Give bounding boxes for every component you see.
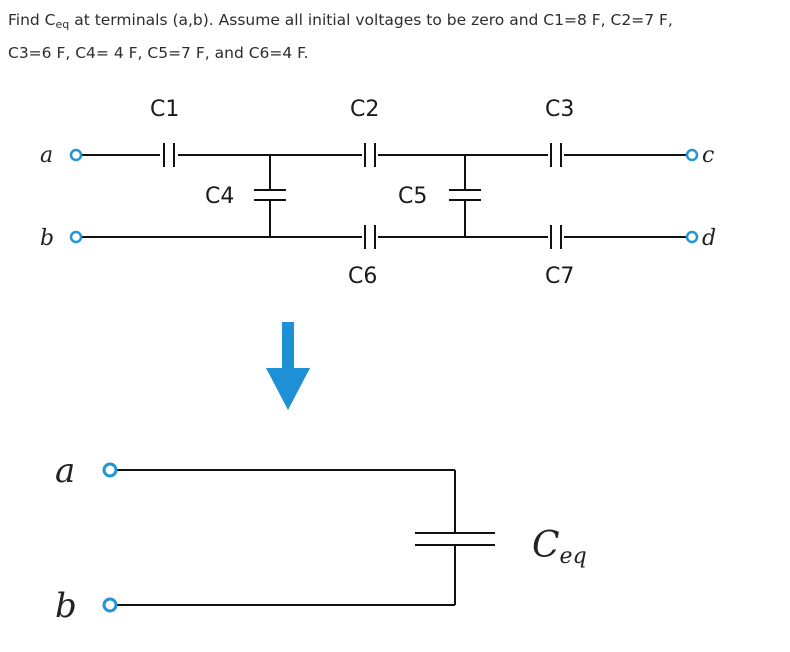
label-c2: C2: [350, 97, 380, 122]
label-c1: C1: [150, 97, 180, 122]
capacitor-c5: [449, 190, 481, 200]
capacitor-ceq: [415, 533, 495, 545]
terminal-a-node[interactable]: [71, 150, 81, 160]
terminal-d-node[interactable]: [687, 232, 697, 242]
terminal-a-label: a: [40, 143, 54, 168]
label-c4: C4: [205, 184, 235, 209]
eq-terminal-a-label: a: [55, 451, 76, 491]
capacitor-c3: [551, 143, 561, 167]
top-circuit-wires: [82, 155, 686, 237]
capacitor-c7: [551, 225, 561, 249]
capacitor-c4: [254, 190, 286, 200]
ceq-label: Ceq: [532, 525, 587, 569]
eq-terminal-a-node[interactable]: [104, 464, 116, 476]
capacitor-c1: [164, 143, 174, 167]
down-arrow-icon: [266, 322, 310, 410]
label-c5: C5: [398, 184, 428, 209]
terminal-c-label: c: [702, 143, 715, 168]
problem-line-2: C3=6 F, C4= 4 F, C5=7 F, and C6=4 F.: [8, 44, 309, 62]
problem-line-1: Find $C_{eq}$ at terminals (a,b). Assume all initial voltages to be zero and C1=8 F, C2=7 F,: [8, 11, 673, 31]
equivalent-circuit-wires: [115, 470, 455, 605]
label-c3: C3: [545, 97, 575, 122]
label-c7: C7: [545, 264, 575, 289]
label-c6: C6: [348, 264, 378, 289]
capacitor-c2: [365, 143, 375, 167]
terminal-c-node[interactable]: [687, 150, 697, 160]
terminal-b-node[interactable]: [71, 232, 81, 242]
eq-terminal-b-node[interactable]: [104, 599, 116, 611]
terminal-b-label: b: [40, 226, 55, 251]
eq-terminal-b-label: b: [55, 586, 77, 626]
terminal-d-label: d: [702, 226, 717, 251]
equivalent-terminals: [104, 464, 116, 611]
capacitor-c6: [365, 225, 375, 249]
